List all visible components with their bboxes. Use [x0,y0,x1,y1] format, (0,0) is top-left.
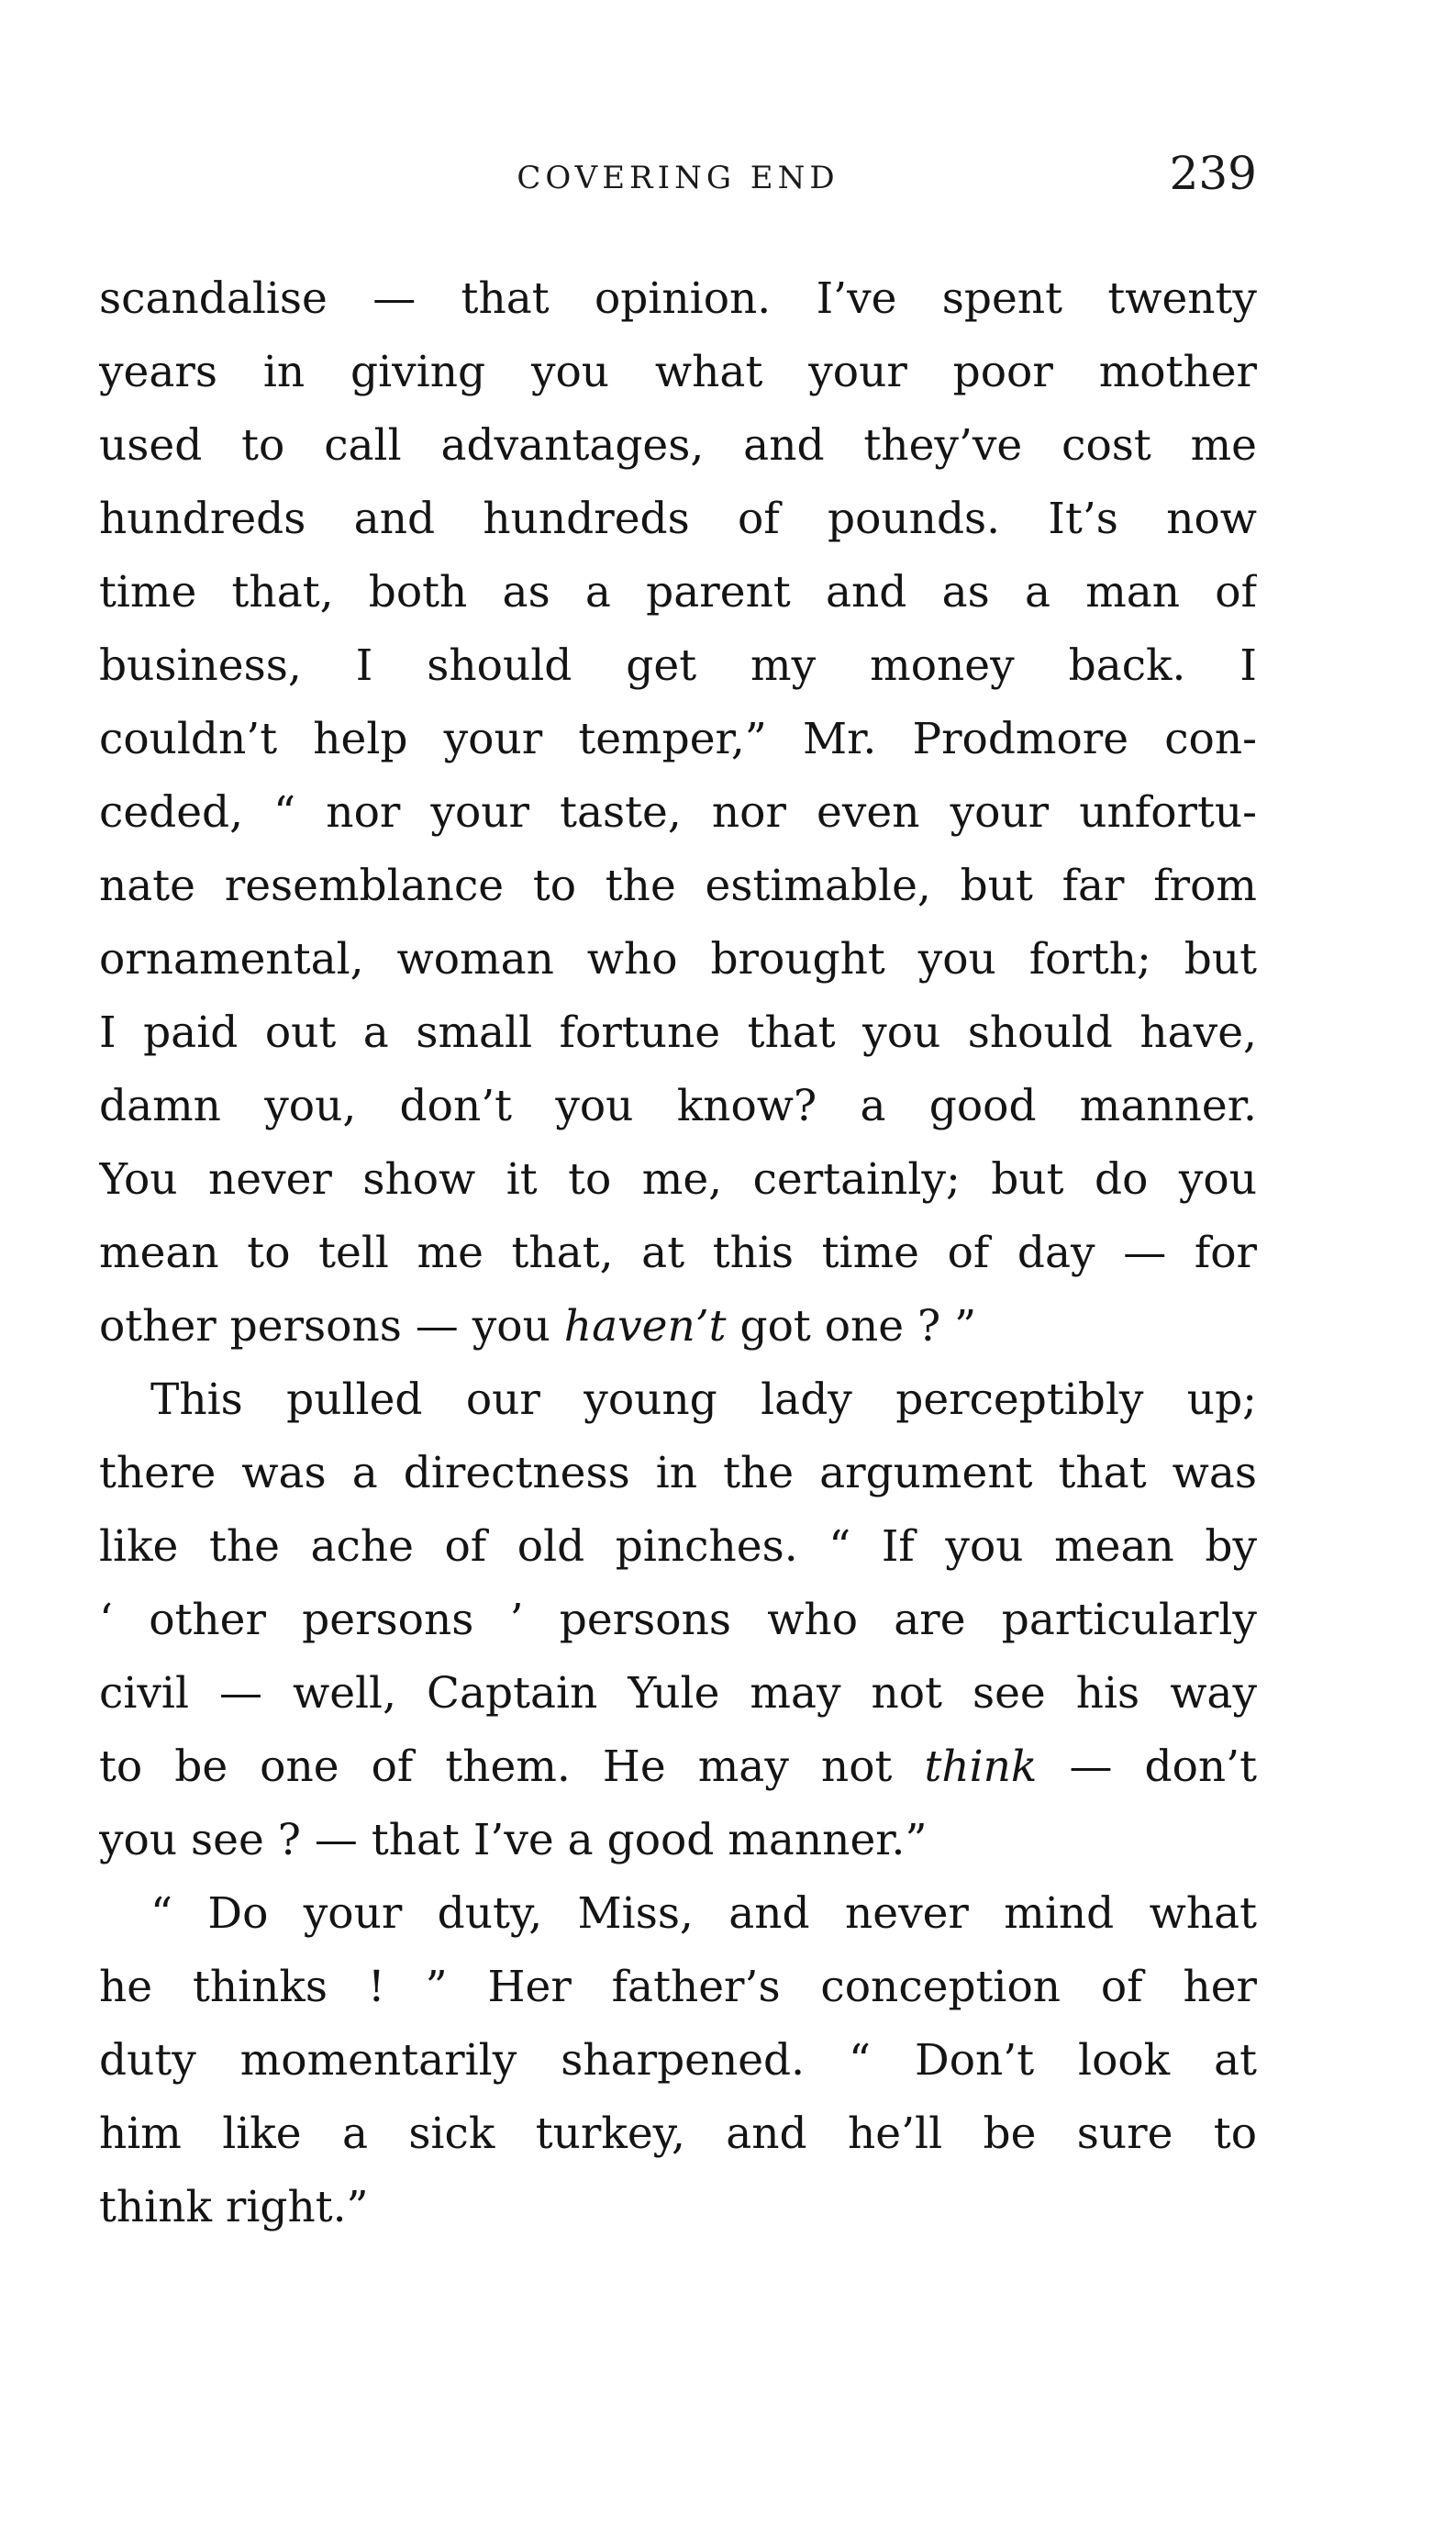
text-segment: got one ? ” [726,1301,977,1352]
text-line: scandalise — that opinion. I’ve spent twenty [99,273,1257,324]
text-line: ornamental, woman who brought you forth; but [99,934,1257,985]
text-segment: to be one of them. He may not [99,1741,925,1792]
text-line: you see ? — that I’ve a good manner.” [99,1815,928,1865]
text-line: I paid out a small fortune that you should have, [99,1007,1257,1058]
text-line [99,1730,1257,1804]
paragraph-1 [99,262,1257,1363]
text-segment: other persons — you [99,1301,564,1352]
text-line: This pulled our young lady perceptibly up; [150,1374,1257,1425]
text-line: business, I should get my money back. I [99,640,1257,691]
text-line: years in giving you what your poor mother [99,347,1257,397]
text-line: him like a sick turkey, and he’ll be sure to [99,2109,1257,2159]
text-line: ‘ other persons ’ persons who are particularly [99,1595,1257,1645]
italic-word: think [924,1741,1038,1792]
text-line: mean to tell me that, at this time of day — for [99,1228,1257,1278]
paragraph-2 [99,1363,1257,1877]
text-line: time that, both as a parent and as a man of [99,567,1257,618]
text-line: You never show it to me, certainly; but do you [99,1154,1257,1205]
text-line: nate resemblance to the estimable, but far from [99,861,1257,911]
text-line [99,1290,1257,1363]
text-line: couldn’t help your temper,” Mr. Prodmore con- [99,714,1257,764]
text-line: ceded, “ nor your taste, nor even your unfortu- [99,787,1257,838]
text-line: used to call advantages, and they’ve cost me [99,420,1257,471]
text-line: damn you, don’t you know? a good manner. [99,1081,1257,1131]
italic-word: haven’t [563,1301,727,1352]
text-line: “ Do your duty, Miss, and never mind what [150,1888,1257,1939]
text-line: civil — well, Captain Yule may not see his way [99,1668,1257,1719]
text-line: he thinks ! ” Her father’s conception of her [99,1962,1257,2012]
text-line: duty momentarily sharpened. “ Don’t look at [99,2035,1257,2086]
text-line: there was a directness in the argument that was [99,1448,1257,1498]
body-text [99,262,1257,2244]
running-title: COVERING END [517,160,839,196]
paragraph-3 [99,1877,1257,2244]
running-head [99,147,1257,220]
text-line: think right.” [99,2182,369,2232]
text-line: hundreds and hundreds of pounds. It’s now [99,494,1257,544]
text-line: like the ache of old pinches. “ If you mean by [99,1521,1257,1572]
page-number: 239 [1169,147,1257,200]
text-segment: — don’t [1037,1741,1257,1792]
